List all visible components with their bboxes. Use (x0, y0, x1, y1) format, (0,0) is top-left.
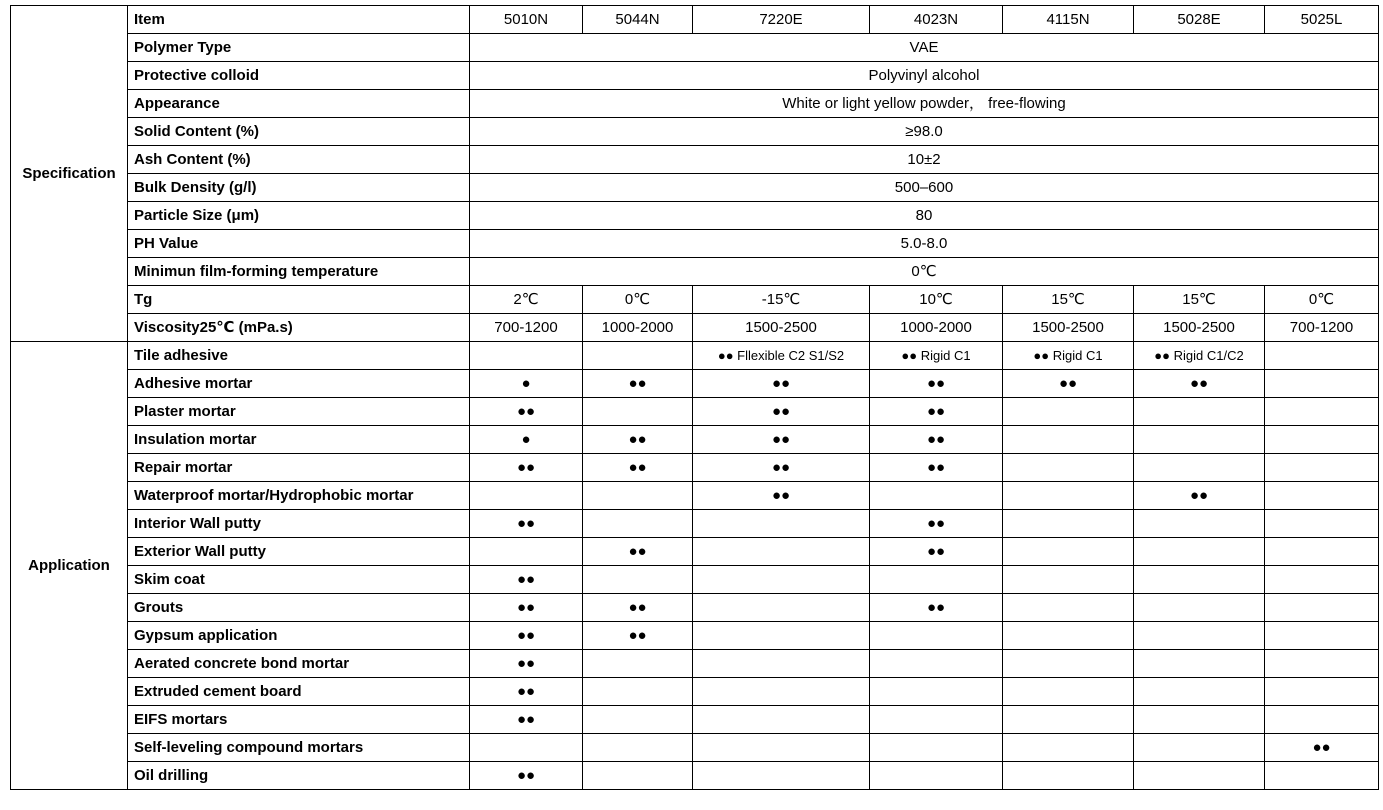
application-row-label: Repair mortar (128, 454, 470, 482)
application-cell (1134, 398, 1265, 426)
application-cell (470, 482, 583, 510)
application-cell (1265, 594, 1379, 622)
application-cell: ●● (470, 454, 583, 482)
application-cell: ●● (470, 678, 583, 706)
table-body (11, 6, 1379, 790)
application-cell (1265, 566, 1379, 594)
spec-table (10, 5, 1379, 790)
application-cell (693, 650, 870, 678)
application-cell (583, 398, 693, 426)
spec-value-cell: 700-1200 (1265, 314, 1379, 342)
spec-row-tg (11, 286, 1379, 314)
application-cell (1265, 398, 1379, 426)
spec-row (11, 230, 1379, 258)
application-row (11, 734, 1379, 762)
application-cell: ●● (693, 398, 870, 426)
application-cell (693, 706, 870, 734)
application-row (11, 426, 1379, 454)
spec-row-value: 80 (470, 202, 1379, 230)
application-row (11, 706, 1379, 734)
product-header: 5028E (1134, 6, 1265, 34)
spec-row (11, 258, 1379, 286)
spec-row-label: Minimun film-forming temperature (128, 258, 470, 286)
application-cell (1003, 454, 1134, 482)
section-label-specification: Specification (11, 6, 128, 342)
application-cell (1134, 706, 1265, 734)
spec-value-cell: 1500-2500 (693, 314, 870, 342)
application-cell: ●● (470, 398, 583, 426)
product-header: 5044N (583, 6, 693, 34)
application-cell (1134, 566, 1265, 594)
application-cell (583, 482, 693, 510)
spec-value-cell: 700-1200 (470, 314, 583, 342)
application-row-label: Self-leveling compound mortars (128, 734, 470, 762)
application-cell (1265, 454, 1379, 482)
application-cell (1003, 510, 1134, 538)
application-cell (870, 678, 1003, 706)
application-cell: ● (470, 370, 583, 398)
application-cell: ●● (583, 594, 693, 622)
application-cell (583, 650, 693, 678)
application-cell: ●● (470, 650, 583, 678)
application-cell: ●● (870, 538, 1003, 566)
product-header: 7220E (693, 6, 870, 34)
spec-row (11, 146, 1379, 174)
application-cell: ●● (693, 482, 870, 510)
application-cell (1003, 398, 1134, 426)
spec-row (11, 34, 1379, 62)
application-cell (693, 566, 870, 594)
header-row (11, 6, 1379, 34)
application-cell (1265, 622, 1379, 650)
application-cell: ●● (870, 398, 1003, 426)
application-cell (1134, 538, 1265, 566)
application-row-label: Interior Wall putty (128, 510, 470, 538)
spec-row-value: White or light yellow powder， free-flowing (470, 90, 1379, 118)
application-row (11, 594, 1379, 622)
application-row-label: Insulation mortar (128, 426, 470, 454)
application-row (11, 342, 1379, 370)
spec-row-label: Appearance (128, 90, 470, 118)
application-cell (1003, 706, 1134, 734)
spec-row-value: 500–600 (470, 174, 1379, 202)
application-row (11, 762, 1379, 790)
application-cell (583, 342, 693, 370)
application-cell: ●● (470, 762, 583, 790)
application-cell (693, 538, 870, 566)
spec-row-label: Viscosity25℃ (mPa.s) (128, 314, 470, 342)
spec-row-label: Polymer Type (128, 34, 470, 62)
application-cell (583, 566, 693, 594)
application-cell (583, 762, 693, 790)
spec-value-cell: -15℃ (693, 286, 870, 314)
application-row-label: EIFS mortars (128, 706, 470, 734)
application-row (11, 482, 1379, 510)
application-cell (1134, 594, 1265, 622)
application-row-label: Aerated concrete bond mortar (128, 650, 470, 678)
application-cell (1003, 426, 1134, 454)
spec-row-value: 0℃ (470, 258, 1379, 286)
application-cell: ●● (470, 566, 583, 594)
application-cell (693, 594, 870, 622)
product-header: 4023N (870, 6, 1003, 34)
spec-row-label: Bulk Density (g/l) (128, 174, 470, 202)
application-cell: ●● (1003, 370, 1134, 398)
application-row (11, 370, 1379, 398)
application-cell: ●● (470, 706, 583, 734)
application-cell: ●● (583, 538, 693, 566)
section-label-application: Application (11, 342, 128, 790)
application-cell (1265, 678, 1379, 706)
product-header: 5010N (470, 6, 583, 34)
application-cell (1134, 510, 1265, 538)
spec-value-cell: 15℃ (1134, 286, 1265, 314)
spec-row (11, 62, 1379, 90)
application-row (11, 398, 1379, 426)
application-cell: ●● (693, 454, 870, 482)
application-cell (1003, 622, 1134, 650)
application-cell: ● (470, 426, 583, 454)
spec-value-cell: 0℃ (1265, 286, 1379, 314)
application-cell (1265, 706, 1379, 734)
application-cell (1134, 426, 1265, 454)
application-cell: ●● Rigid C1 (1003, 342, 1134, 370)
application-cell (1134, 650, 1265, 678)
application-cell (1003, 538, 1134, 566)
application-cell (1265, 426, 1379, 454)
spec-value-cell: 15℃ (1003, 286, 1134, 314)
application-cell (1134, 762, 1265, 790)
application-cell (1134, 622, 1265, 650)
spec-row-label: Tg (128, 286, 470, 314)
application-cell (870, 622, 1003, 650)
application-cell (1003, 594, 1134, 622)
application-row (11, 510, 1379, 538)
application-cell (1134, 454, 1265, 482)
application-cell: ●● (693, 370, 870, 398)
application-cell (1265, 482, 1379, 510)
application-cell: ●● (583, 622, 693, 650)
application-cell: ●● (583, 454, 693, 482)
spec-row-value: 10±2 (470, 146, 1379, 174)
application-cell (1003, 734, 1134, 762)
application-cell (1003, 762, 1134, 790)
application-cell (583, 510, 693, 538)
application-cell: ●● (1265, 734, 1379, 762)
spec-row-label: PH Value (128, 230, 470, 258)
application-cell (1265, 762, 1379, 790)
spec-row-viscosity (11, 314, 1379, 342)
application-cell: ●● (583, 426, 693, 454)
spec-value-cell: 1500-2500 (1134, 314, 1265, 342)
spec-value-cell: 0℃ (583, 286, 693, 314)
application-row-label: Plaster mortar (128, 398, 470, 426)
application-cell: ●● Fllexible C2 S1/S2 (693, 342, 870, 370)
spec-row (11, 202, 1379, 230)
application-cell: ●● (870, 426, 1003, 454)
application-cell (470, 342, 583, 370)
item-label: Item (128, 6, 470, 34)
application-cell: ●● Rigid C1/C2 (1134, 342, 1265, 370)
spec-row (11, 90, 1379, 118)
application-row-label: Tile adhesive (128, 342, 470, 370)
application-row (11, 454, 1379, 482)
application-cell (583, 734, 693, 762)
spec-row-value: Polyvinyl alcohol (470, 62, 1379, 90)
spec-row-value: 5.0-8.0 (470, 230, 1379, 258)
spec-row (11, 174, 1379, 202)
application-cell: ●● (470, 594, 583, 622)
application-cell: ●● (583, 370, 693, 398)
application-cell (693, 678, 870, 706)
application-cell (1265, 510, 1379, 538)
application-cell: ●● (470, 622, 583, 650)
spec-row-label: Solid Content (%) (128, 118, 470, 146)
product-header: 4115N (1003, 6, 1134, 34)
application-cell (1265, 342, 1379, 370)
application-row (11, 566, 1379, 594)
spec-value-cell: 1000-2000 (583, 314, 693, 342)
application-cell: ●● (693, 426, 870, 454)
spec-value-cell: 1000-2000 (870, 314, 1003, 342)
application-cell (470, 734, 583, 762)
application-cell (1265, 650, 1379, 678)
spec-row-label: Protective colloid (128, 62, 470, 90)
application-cell (1003, 482, 1134, 510)
application-cell (583, 706, 693, 734)
application-cell (470, 538, 583, 566)
application-row (11, 538, 1379, 566)
application-cell: ●● (870, 454, 1003, 482)
application-cell: ●● Rigid C1 (870, 342, 1003, 370)
application-cell (870, 706, 1003, 734)
application-cell: ●● (1134, 370, 1265, 398)
spec-row-label: Particle Size (μm) (128, 202, 470, 230)
application-cell (1003, 566, 1134, 594)
application-cell (583, 678, 693, 706)
application-row-label: Gypsum application (128, 622, 470, 650)
application-row-label: Extruded cement board (128, 678, 470, 706)
application-cell (1134, 678, 1265, 706)
application-row-label: Waterproof mortar/Hydrophobic mortar (128, 482, 470, 510)
spec-value-cell: 10℃ (870, 286, 1003, 314)
application-row-label: Adhesive mortar (128, 370, 470, 398)
application-cell (870, 762, 1003, 790)
application-cell (693, 622, 870, 650)
application-cell: ●● (870, 370, 1003, 398)
spec-row-value: ≥98.0 (470, 118, 1379, 146)
application-cell (693, 734, 870, 762)
application-cell (870, 482, 1003, 510)
product-header: 5025L (1265, 6, 1379, 34)
application-row (11, 678, 1379, 706)
spec-row-label: Ash Content (%) (128, 146, 470, 174)
application-cell (1134, 734, 1265, 762)
application-row-label: Grouts (128, 594, 470, 622)
spec-row-value: VAE (470, 34, 1379, 62)
application-cell (870, 650, 1003, 678)
application-row-label: Skim coat (128, 566, 470, 594)
application-cell (870, 734, 1003, 762)
application-cell (693, 762, 870, 790)
spec-value-cell: 2℃ (470, 286, 583, 314)
spec-value-cell: 1500-2500 (1003, 314, 1134, 342)
spec-row (11, 118, 1379, 146)
application-cell: ●● (870, 594, 1003, 622)
application-cell (870, 566, 1003, 594)
application-cell (693, 510, 870, 538)
application-cell: ●● (470, 510, 583, 538)
application-cell (1003, 678, 1134, 706)
application-cell (1265, 370, 1379, 398)
application-row (11, 650, 1379, 678)
application-row (11, 622, 1379, 650)
application-cell (1003, 650, 1134, 678)
application-cell: ●● (870, 510, 1003, 538)
application-cell: ●● (1134, 482, 1265, 510)
application-row-label: Exterior Wall putty (128, 538, 470, 566)
application-row-label: Oil drilling (128, 762, 470, 790)
application-cell (1265, 538, 1379, 566)
